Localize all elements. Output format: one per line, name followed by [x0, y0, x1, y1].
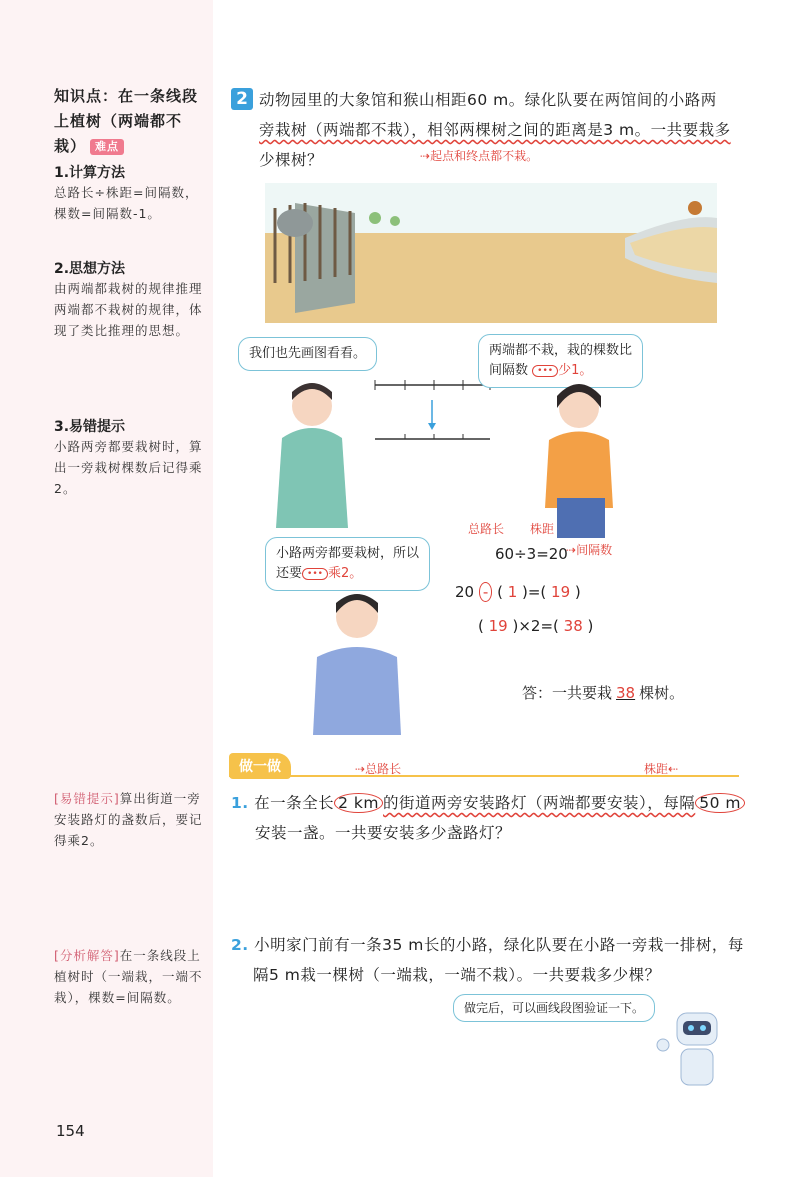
zoo-illustration	[265, 183, 717, 323]
label-spacing: 株距	[530, 522, 555, 536]
section-error-tip: 3.易错提示 小路两旁都要栽树时，算出一旁栽树棵数后记得乘2。	[54, 419, 203, 496]
speech-bubble-boy: 小路两旁都要栽树，所以 还要 ••• 乘2。	[265, 537, 430, 591]
equation-3: ( 19 )×2=( 38 )	[478, 617, 594, 635]
question-number-badge: 2	[231, 88, 253, 110]
tip-analysis-note: [分析解答]在一条线段上植树时（一端栽，一端不栽），棵数=间隔数。	[54, 948, 203, 1005]
dots-icon: •••	[302, 568, 328, 580]
annotation-spacing: 株距⇠	[644, 762, 679, 776]
segment-diagram	[370, 375, 495, 445]
page-number: 154	[56, 1122, 85, 1140]
label-intervals: ⇢间隔数	[566, 543, 613, 557]
robot-illustration	[655, 1005, 740, 1090]
equation-2: 20 - ( 1 )=( 19 )	[455, 583, 581, 601]
speech-bubble-girl-2: 两端都不栽，栽的棵数比 间隔数 ••• 少1。	[478, 334, 643, 388]
question-text: 动物园里的大象馆和猴山相距60 m。绿化队要在两馆间的小路两 旁栽树（两端都不栽），相邻两棵树之间的距离是3 m。一共要栽多 少棵树？	[259, 91, 731, 169]
knowledge-point-title: 知识点：在一条线段上植树（两端都不栽） 难点	[54, 87, 199, 155]
hard-badge: 难点	[90, 139, 124, 155]
practice-question-1: 1. 在一条全长 2 km 的街道两旁安装路灯（两端都要安装），每隔 50 m 安装一盏。一共要安装多少盏路灯？	[231, 788, 771, 848]
tip-error-note: [易错提示]算出街道一旁安装路灯的盏数后，要记得乘2。	[54, 791, 203, 848]
practice-header: 做一做	[229, 753, 291, 779]
section-thinking-method: 2.思想方法 由两端都栽树的规律推理两端都不栽树的规律，体现了类比推理的思想。	[54, 261, 203, 338]
speech-bubble-girl-1: 我们也先画图看看。	[238, 337, 377, 371]
girl-1-illustration	[268, 378, 358, 536]
dots-icon: •••	[532, 365, 558, 377]
answer-line: 答：一共要栽 38 棵树。	[522, 684, 685, 702]
note-start-end: ⇢起点和终点都不栽。	[420, 149, 539, 163]
label-total-length: 总路长	[468, 522, 505, 536]
section-calc-method: 1.计算方法 总路长÷株距=间隔数，棵数=间隔数-1。	[54, 165, 199, 221]
boy-illustration	[305, 585, 405, 740]
robot-hint-bubble: 做完后，可以画线段图验证一下。	[453, 994, 655, 1022]
equation-1: 60÷3=20	[495, 545, 568, 563]
annotation-total-length: ⇢总路长	[355, 762, 402, 776]
practice-question-2: 2. 小明家门前有一条35 m长的小路，绿化队要在小路一旁栽一排树，每 隔5 m栽一棵树（一端栽，一端不栽）。一共要栽多少棵？	[231, 936, 744, 984]
girl-2-illustration	[535, 378, 625, 538]
